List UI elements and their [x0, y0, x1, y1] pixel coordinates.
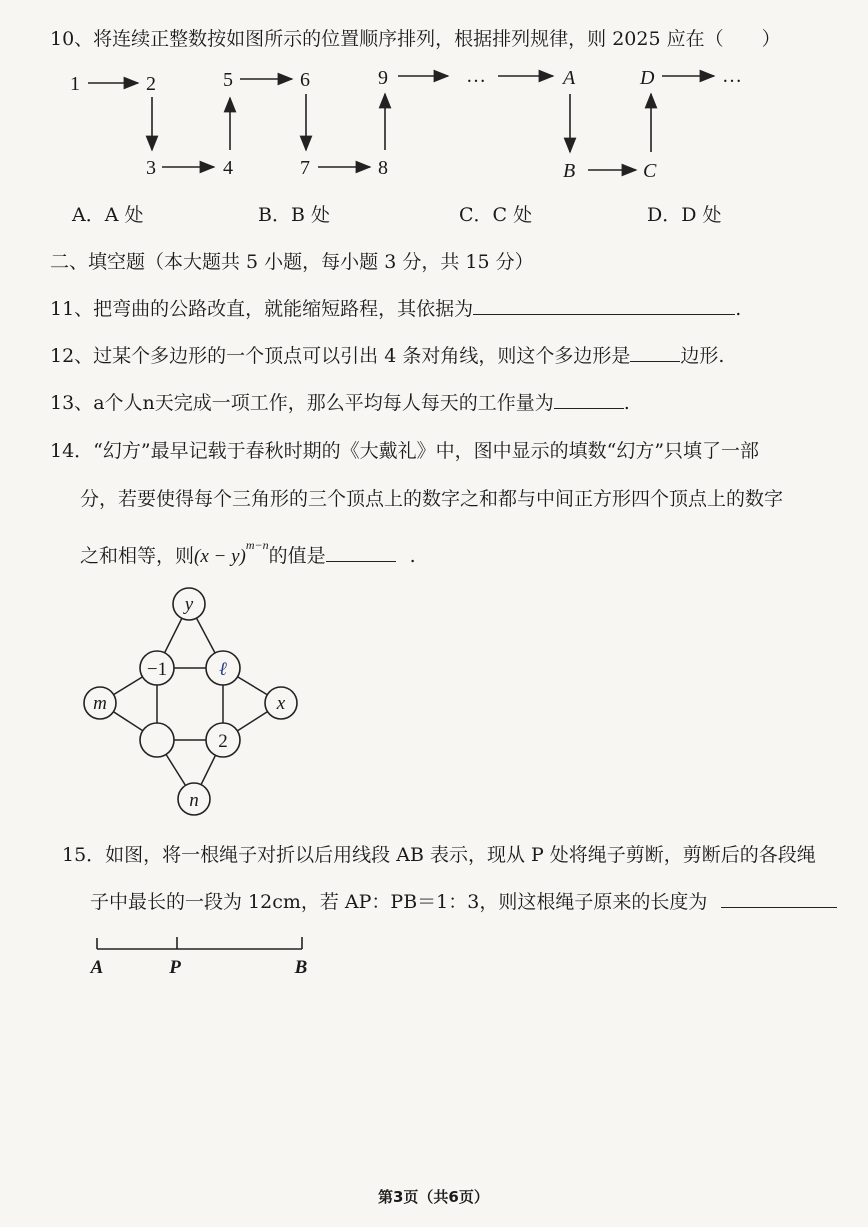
q14-expression: (x − y) [194, 546, 246, 567]
node-square-top-right-label: ℓ [219, 659, 227, 680]
q10-node: … [466, 65, 486, 87]
q14-line3-suffix: 的值是 [268, 545, 326, 567]
q13-end: . [623, 392, 630, 414]
q10-node: 4 [223, 157, 233, 179]
q10-option-a: A．A 处 [72, 204, 144, 226]
q10-option-b: B．B 处 [258, 204, 330, 226]
q11-end: . [735, 298, 742, 320]
point-a-label: A [90, 957, 104, 978]
q10-node: 3 [146, 157, 156, 179]
q10-node: … [722, 65, 742, 87]
q10-stem: 10、将连续正整数按如图所示的位置顺序排列，根据排列规律，则 2025 应在（ ） [50, 28, 781, 50]
q14-line1: 14．“幻方”最早记载于春秋时期的《大戴礼》中，图中显示的填数“幻方”只填了一部 [50, 440, 760, 462]
node-right-label: x [276, 693, 286, 714]
node-square-top-left-label: −1 [146, 659, 168, 680]
q10-node: 7 [300, 157, 310, 179]
q10-node: 6 [300, 69, 310, 91]
node-square-bottom-right-label: 2 [218, 731, 228, 752]
q11-text: 11、把弯曲的公路改直，就能缩短路程，其依据为 [50, 298, 474, 320]
q14-end: . [409, 545, 416, 567]
q10-node: 2 [146, 73, 156, 95]
page-number: 第3页（共6页） [378, 1188, 489, 1206]
q15-line2-text: 子中最长的一段为 12cm，若 AP：PB＝1：3，则这根绳子原来的长度为 [90, 891, 708, 913]
q12-end: 边形. [680, 345, 725, 367]
q14-exponent: m−n [245, 537, 269, 552]
q10-node: C [643, 160, 657, 182]
q14-line3-prefix: 之和相等，则 [80, 545, 195, 567]
q13-prefix: 13、 [50, 392, 94, 414]
section-title: 二、填空题（本大题共 5 小题，每小题 3 分，共 15 分） [50, 251, 534, 273]
q10-node: 1 [70, 73, 80, 95]
q10-node: A [563, 67, 576, 89]
node-bottom-label: n [189, 790, 199, 811]
q15-line1: 15．如图，将一根绳子对折以后用线段 AB 表示，现从 P 处将绳子剪断，剪断后的各段绳 [62, 844, 816, 866]
q10-option-c: C．C 处 [459, 204, 533, 226]
q14-line2: 分，若要使得每个三角形的三个顶点上的数字之和都与中间正方形四个顶点上的数字 [80, 488, 784, 510]
q10-node: 9 [378, 67, 388, 89]
q10-node: 8 [378, 157, 388, 179]
point-b-label: B [294, 957, 308, 978]
node-left-label: m [93, 693, 107, 714]
q12-text: 12、过某个多边形的一个顶点可以引出 4 条对角线，则这个多边形是 [50, 345, 631, 367]
q10-node: D [640, 67, 655, 89]
q10-node: 5 [223, 69, 233, 91]
q10-option-d: D．D 处 [647, 204, 722, 226]
point-p-label: P [169, 957, 181, 978]
q13-text: a个人n天完成一项工作，那么平均每人每天的工作量为 [93, 392, 554, 414]
q10-node: B [563, 160, 576, 182]
node-top-label: y [184, 594, 194, 615]
